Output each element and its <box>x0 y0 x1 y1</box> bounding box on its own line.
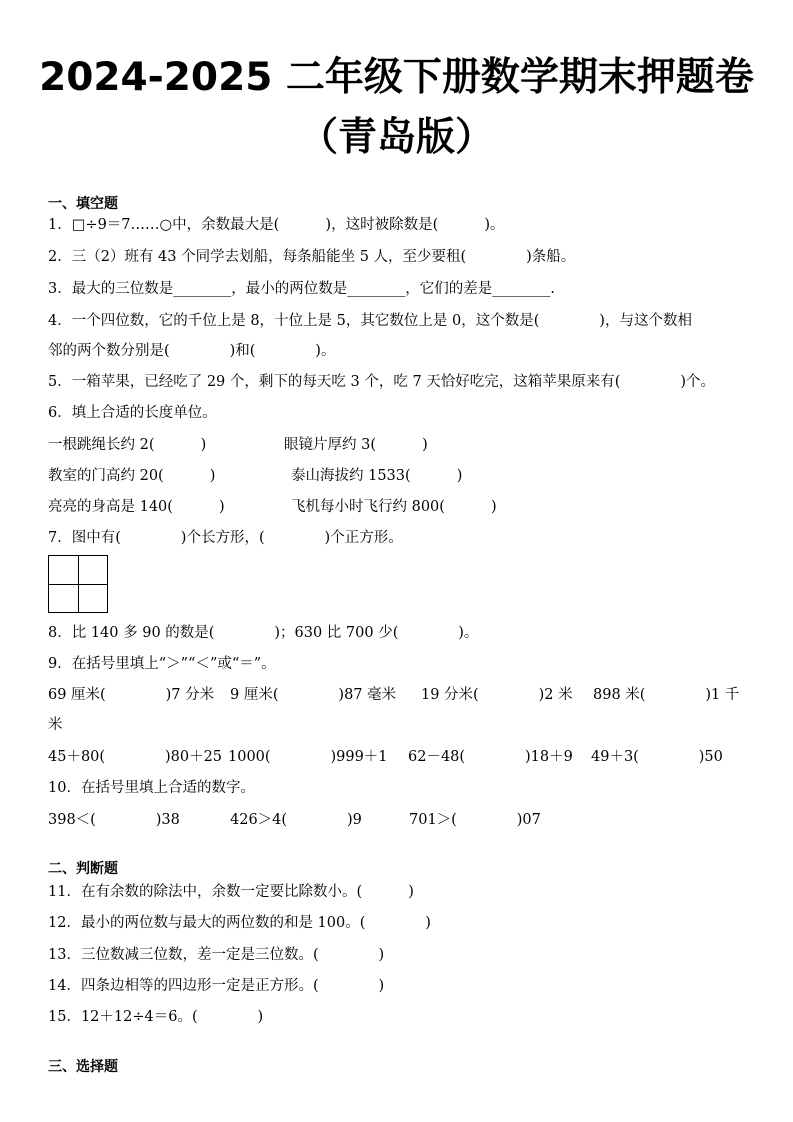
q6-row-1-right: 眼镜片厚约 3( ) <box>284 437 428 453</box>
q6-row-3-right: 飞机每小时飞行约 800( ) <box>291 499 497 515</box>
square-grid-figure <box>48 555 108 613</box>
q9-row-1-wrap: 米 <box>48 717 63 733</box>
question-15: 15．12＋12÷4＝6。( ) <box>48 1009 264 1025</box>
q10-item-1: 398＜( )38 <box>48 812 180 828</box>
question-2: 2．三（2）班有 43 个同学去划船，每条船能坐 5 人，至少要租( )条船。 <box>48 249 576 265</box>
title-line-2: （青岛版） <box>298 115 494 160</box>
q9-row-1-item-1: 69 厘米( )7 分米 <box>48 687 215 703</box>
q9-row-1-item-4: 898 米( )1 千 <box>593 687 740 703</box>
q10-item-2: 426＞4( )9 <box>230 812 362 828</box>
q6-row-2-left: 教室的门高约 20( ) <box>48 468 216 484</box>
section-heading-judge: 二、判断题 <box>48 861 118 877</box>
question-9: 9．在括号里填上“＞”“＜”或“＝”。 <box>48 656 276 672</box>
question-8: 8．比 140 多 90 的数是( )；630 比 700 少( )。 <box>48 625 479 641</box>
q6-row-3-left: 亮亮的身高是 140( ) <box>48 499 225 515</box>
title-line-1: 2024-2025 二年级下册数学期末押题卷 <box>39 55 754 100</box>
q6-row-2-right: 泰山海拔约 1533( ) <box>291 468 463 484</box>
q9-row-2-item-4: 49＋3( )50 <box>591 749 723 765</box>
q10-item-3: 701＞( )07 <box>409 812 541 828</box>
question-1: 1．□÷9＝7……○中，余数最大是( )，这时被除数是( )。 <box>48 217 505 233</box>
q9-row-2-item-1: 45＋80( )80＋25 <box>48 749 223 765</box>
section-heading-fill: 一、填空题 <box>48 196 118 212</box>
q9-row-1-item-2: 9 厘米( )87 毫米 <box>230 687 397 703</box>
q9-row-2-item-3: 62－48( )18＋9 <box>408 749 573 765</box>
question-4-line-1: 4．一个四位数，它的千位上是 8，十位上是 5，其它数位上是 0，这个数是( )，与这个数相 <box>48 313 692 329</box>
question-7: 7．图中有( )个长方形，( )个正方形。 <box>48 530 403 546</box>
question-12: 12．最小的两位数与最大的两位数的和是 100。( ) <box>48 915 431 931</box>
q9-row-1-item-3: 19 分米( )2 米 <box>421 687 573 703</box>
question-4-line-2: 邻的两个数分别是( )和( )。 <box>48 343 336 359</box>
question-10: 10．在括号里填上合适的数字。 <box>48 780 255 796</box>
question-5: 5．一箱苹果，已经吃了 29 个，剩下的每天吃 3 个，吃 7 天恰好吃完，这箱苹果原来有( )个。 <box>48 374 716 390</box>
question-11: 11．在有余数的除法中，余数一定要比除数小。( ) <box>48 884 414 900</box>
question-14: 14．四条边相等的四边形一定是正方形。( ) <box>48 978 385 994</box>
q6-row-1-left: 一根跳绳长约 2( ) <box>48 437 207 453</box>
question-6: 6．填上合适的长度单位。 <box>48 405 217 421</box>
q9-row-2-item-2: 1000( )999＋1 <box>228 749 388 765</box>
question-13: 13．三位数减三位数，差一定是三位数。( ) <box>48 947 385 963</box>
question-3: 3．最大的三位数是________，最小的两位数是________，它们的差是________. <box>48 281 555 297</box>
section-heading-choice: 三、选择题 <box>48 1059 118 1075</box>
